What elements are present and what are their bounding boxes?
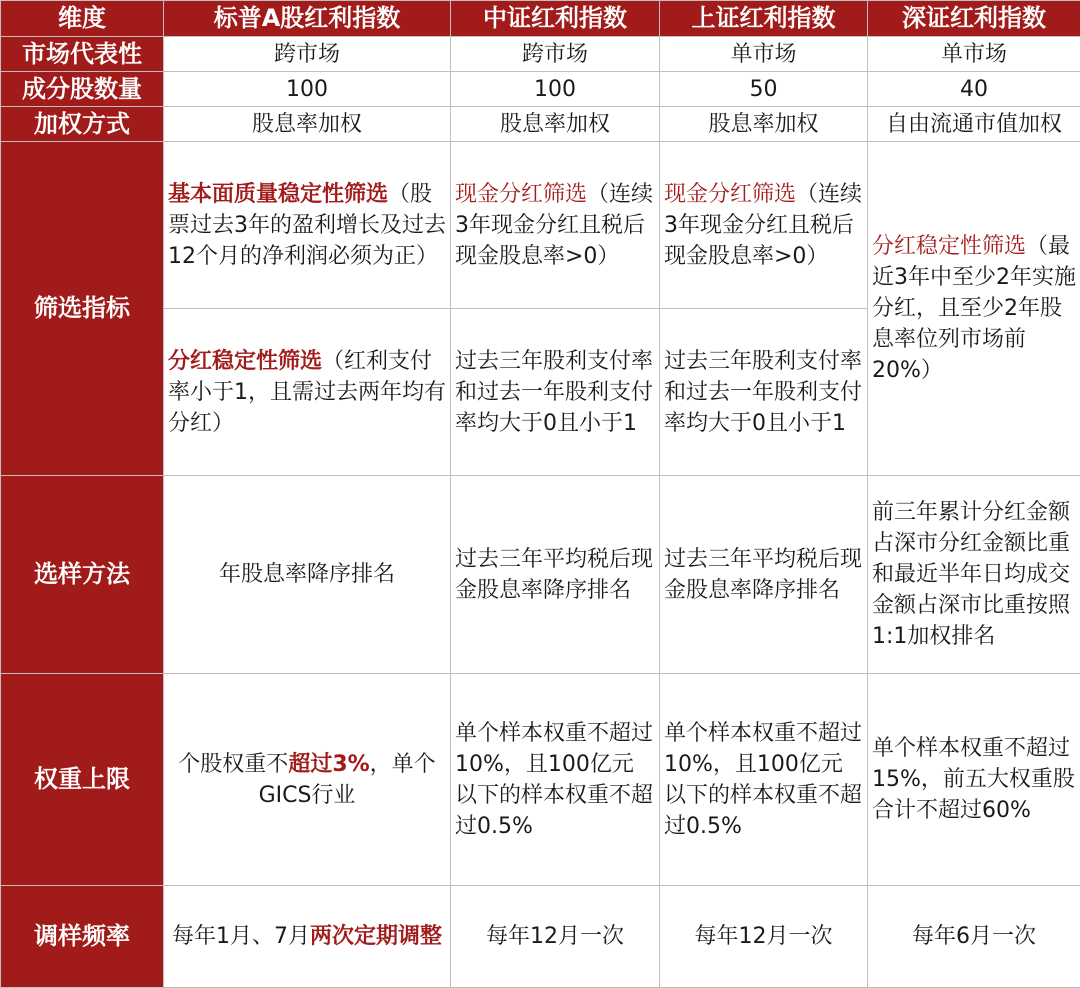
- screen-c3a-text: （连续3年现金分红且税后现金股息率>0）: [664, 182, 862, 269]
- cell-method-c4: 前三年累计分红金额占深市分红金额比重和最近半年日均成交金额占深市比重按照1:1加权排名: [868, 476, 1080, 674]
- cap-c1-highlight: 超过3%: [288, 752, 369, 777]
- row-label-screen: 筛选指标: [1, 142, 164, 476]
- row-count: [1, 72, 1080, 107]
- screen-c1a-highlight: 基本面质量稳定性筛选: [168, 182, 388, 207]
- cell-method-c3: 过去三年平均税后现金股息率降序排名: [660, 476, 868, 674]
- header-csi-dividend: 中证红利指数: [451, 1, 660, 37]
- screen-c3a-highlight: 现金分红筛选: [664, 182, 796, 207]
- freq-c1-pre: 每年1月、7月: [172, 924, 310, 949]
- cell-cap-c3: 单个样本权重不超过10%，且100亿元以下的样本权重不超过0.5%: [660, 674, 868, 886]
- header-row: [1, 1, 1080, 37]
- cell-count-c3: 50: [660, 72, 868, 107]
- cell-market-c2: 跨市场: [451, 37, 660, 72]
- cell-market-c3: 单市场: [660, 37, 868, 72]
- row-method: [1, 476, 1080, 674]
- cell-weighting-c3: 股息率加权: [660, 107, 868, 142]
- screen-c1b-highlight: 分红稳定性筛选: [168, 349, 322, 374]
- cap-c1-pre: 个股权重不: [178, 752, 288, 777]
- cell-weighting-c4: 自由流通市值加权: [868, 107, 1080, 142]
- header-dimension: 维度: [1, 1, 164, 37]
- cell-method-c2: 过去三年平均税后现金股息率降序排名: [451, 476, 660, 674]
- cell-screen-c2b: 过去三年股利支付率和过去一年股利支付率均大于0且小于1: [451, 309, 660, 476]
- screen-c1a-text: （股票过去3年的盈利增长及过去12个月的净利润必须为正）: [168, 182, 446, 269]
- cell-cap-c1: [164, 674, 451, 886]
- cell-screen-c2a: [451, 142, 660, 309]
- row-label-freq: 调样频率: [1, 886, 164, 988]
- cell-count-c1: 100: [164, 72, 451, 107]
- row-freq: [1, 886, 1080, 988]
- row-screen-a: [1, 142, 1080, 309]
- cell-weighting-c2: 股息率加权: [451, 107, 660, 142]
- cell-cap-c4: 单个样本权重不超过15%，前五大权重股合计不超过60%: [868, 674, 1080, 886]
- cell-market-c4: 单市场: [868, 37, 1080, 72]
- row-cap: [1, 674, 1080, 886]
- row-weighting: [1, 107, 1080, 142]
- cell-freq-c3: 每年12月一次: [660, 886, 868, 988]
- cell-freq-c2: 每年12月一次: [451, 886, 660, 988]
- cell-count-c4: 40: [868, 72, 1080, 107]
- screen-c2a-text: （连续3年现金分红且税后现金股息率>0）: [455, 182, 653, 269]
- cell-screen-c1b: [164, 309, 451, 476]
- screen-c1b-text: （红利支付率小于1，且需过去两年均有分红）: [168, 349, 446, 436]
- freq-c1-highlight: 两次定期调整: [310, 924, 442, 949]
- screen-c2a-highlight: 现金分红筛选: [455, 182, 587, 207]
- cell-freq-c1: [164, 886, 451, 988]
- header-sp-a-dividend: 标普A股红利指数: [164, 1, 451, 37]
- cell-weighting-c1: 股息率加权: [164, 107, 451, 142]
- header-sse-dividend: 上证红利指数: [660, 1, 868, 37]
- cell-market-c1: 跨市场: [164, 37, 451, 72]
- cell-screen-c3b: 过去三年股利支付率和过去一年股利支付率均大于0且小于1: [660, 309, 868, 476]
- row-label-market: 市场代表性: [1, 37, 164, 72]
- row-label-method: 选样方法: [1, 476, 164, 674]
- row-label-weighting: 加权方式: [1, 107, 164, 142]
- cell-cap-c2: 单个样本权重不超过10%，且100亿元以下的样本权重不超过0.5%: [451, 674, 660, 886]
- cell-screen-c4: [868, 142, 1080, 476]
- cell-screen-c3a: [660, 142, 868, 309]
- row-label-count: 成分股数量: [1, 72, 164, 107]
- row-market: [1, 37, 1080, 72]
- screen-c4-highlight: 分红稳定性筛选: [872, 234, 1026, 259]
- screen-c4-text: （最近3年中至少2年实施分红，且至少2年股息率位列市场前20%）: [872, 234, 1076, 383]
- cell-method-c1: 年股息率降序排名: [164, 476, 451, 674]
- cap-c1-post: ，单个GICS行业: [259, 752, 436, 808]
- header-szse-dividend: 深证红利指数: [868, 1, 1080, 37]
- cell-freq-c4: 每年6月一次: [868, 886, 1080, 988]
- cell-count-c2: 100: [451, 72, 660, 107]
- cell-screen-c1a: [164, 142, 451, 309]
- row-label-cap: 权重上限: [1, 674, 164, 886]
